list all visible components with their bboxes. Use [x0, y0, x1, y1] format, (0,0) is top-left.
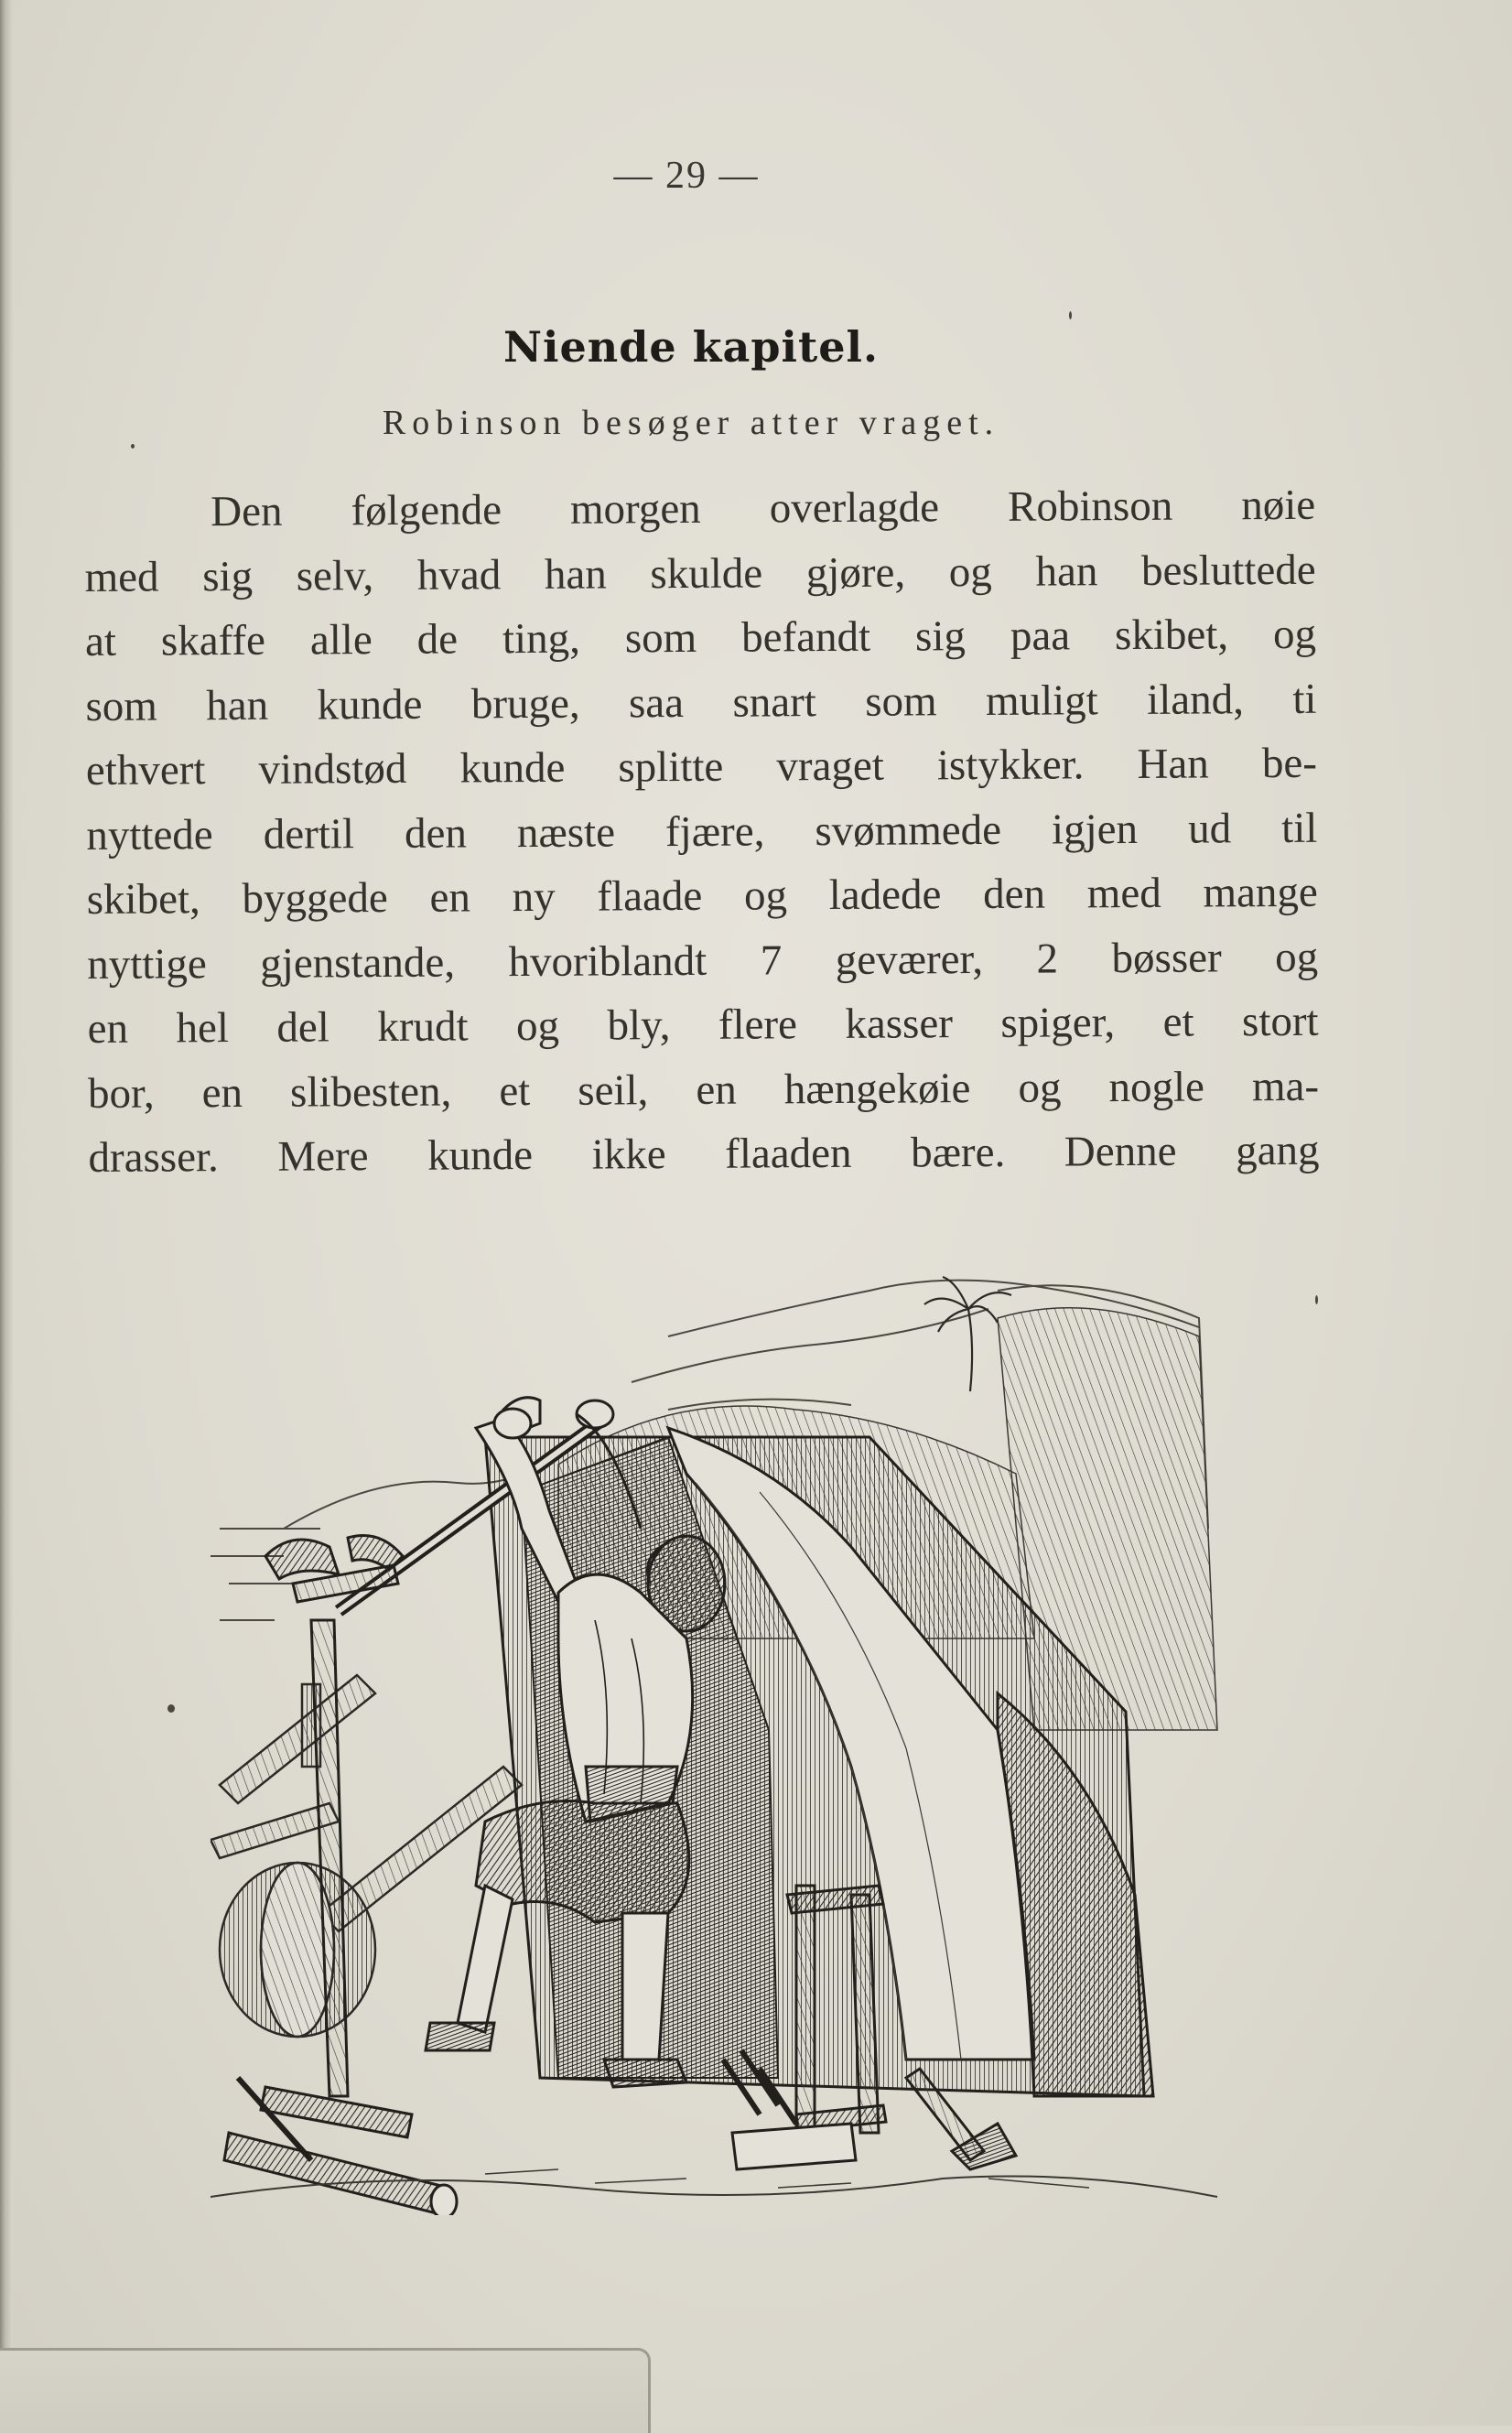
page-number: — 29 — [613, 155, 760, 197]
text-line: nyttede dertil den næste fjære, svømmede igjen ud til [86, 804, 1318, 860]
text-line: ethvert vindstød kunde splitte vraget istykker. Han be- [85, 739, 1318, 795]
paper-speck [1315, 1295, 1318, 1304]
page-edge-tab [0, 2348, 651, 2433]
barrel [220, 1863, 375, 2037]
chapter-subtitle: Robinson besøger atter vraget. [382, 404, 1000, 442]
text-line: Den følgende morgen overlagde Robinson nøie [211, 481, 1316, 536]
engraving-illustration [211, 1254, 1226, 2215]
text-line: drasser. Mere kunde ikke flaaden bære. Denne gang [88, 1126, 1320, 1182]
text-line: at skaffe alle de ting, som befandt sig paa skibet, og [84, 610, 1317, 665]
chapter-title: Niende kapitel. [503, 322, 879, 372]
text-line: med sig selv, hvad han skulde gjøre, og han besluttede [84, 546, 1316, 601]
text-line: en hel del krudt og bly, flere kasser spiger, et stort [87, 997, 1319, 1053]
text-line: skibet, byggede en ny flaade og ladede den med mange [86, 868, 1318, 924]
paper-speck [1069, 311, 1072, 319]
text-line: som han kunde bruge, saa snart som muligt iland, ti [85, 675, 1317, 730]
text-line: nyttige gjenstande, hvoriblandt 7 geværer, 2 bøsser og [87, 933, 1319, 989]
paper-speck [131, 444, 135, 449]
logs [224, 2078, 457, 2215]
palm-tree [924, 1277, 1011, 1391]
text-line: bor, en slibesten, et seil, en hængekøie og nogle ma- [87, 1062, 1320, 1118]
paper-speck [167, 1704, 175, 1713]
body-paragraph [84, 473, 1320, 1191]
